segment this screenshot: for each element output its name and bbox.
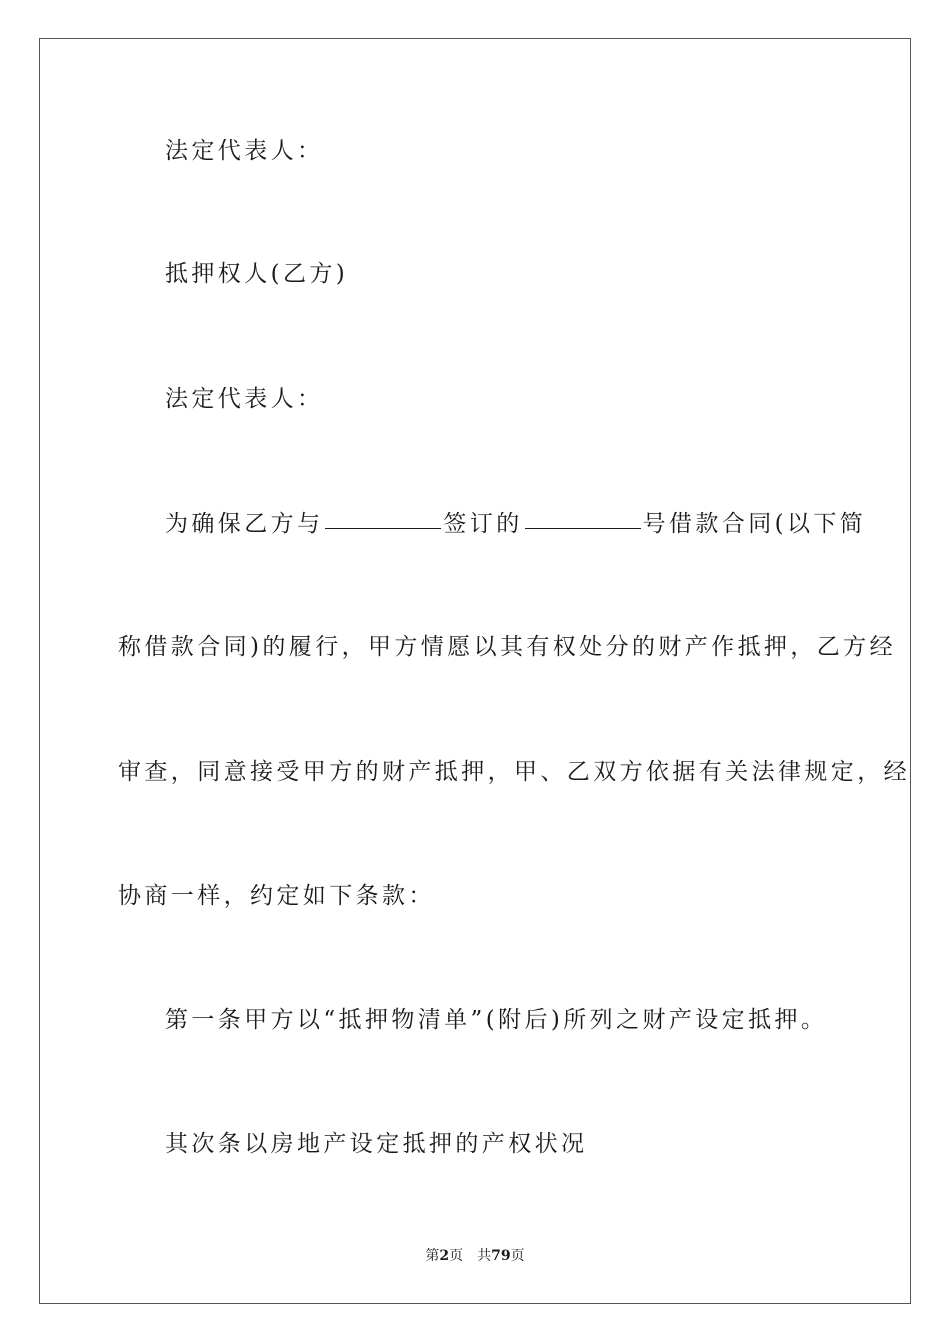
page-border xyxy=(39,38,911,1304)
page-suffix: 页 xyxy=(449,1248,464,1264)
purpose-text-c: 号借款合同(以下简 xyxy=(642,511,867,537)
legal-rep-line-1: 法定代表人： xyxy=(165,138,324,164)
purpose-text-a: 为确保乙方与 xyxy=(165,511,324,537)
blank-party-field xyxy=(325,506,441,529)
blank-contract-number-field xyxy=(525,506,641,529)
page-footer xyxy=(0,1247,950,1265)
purpose-text-b: 签订的 xyxy=(443,511,523,537)
page-total: 79 xyxy=(491,1248,511,1264)
purpose-continuation-2: 审查，同意接受甲方的财产抵押，甲、乙双方依据有关法律规定，经 xyxy=(118,759,910,785)
page-prefix: 第 xyxy=(425,1248,440,1264)
total-prefix: 共 xyxy=(477,1248,492,1264)
mortgagee-line: 抵押权人(乙方) xyxy=(165,261,349,287)
purpose-line xyxy=(165,508,866,539)
article-two: 其次条以房地产设定抵押的产权状况 xyxy=(165,1131,588,1157)
purpose-continuation-1: 称借款合同)的履行，甲方情愿以其有权处分的财产作抵押，乙方经 xyxy=(118,634,896,660)
page-current: 2 xyxy=(439,1248,450,1264)
article-one: 第一条甲方以“抵押物清单”(附后)所列之财产设定抵押。 xyxy=(165,1007,828,1033)
legal-rep-line-2: 法定代表人： xyxy=(165,386,324,412)
purpose-continuation-3: 协商一样，约定如下条款： xyxy=(118,883,435,909)
total-suffix: 页 xyxy=(510,1248,525,1264)
